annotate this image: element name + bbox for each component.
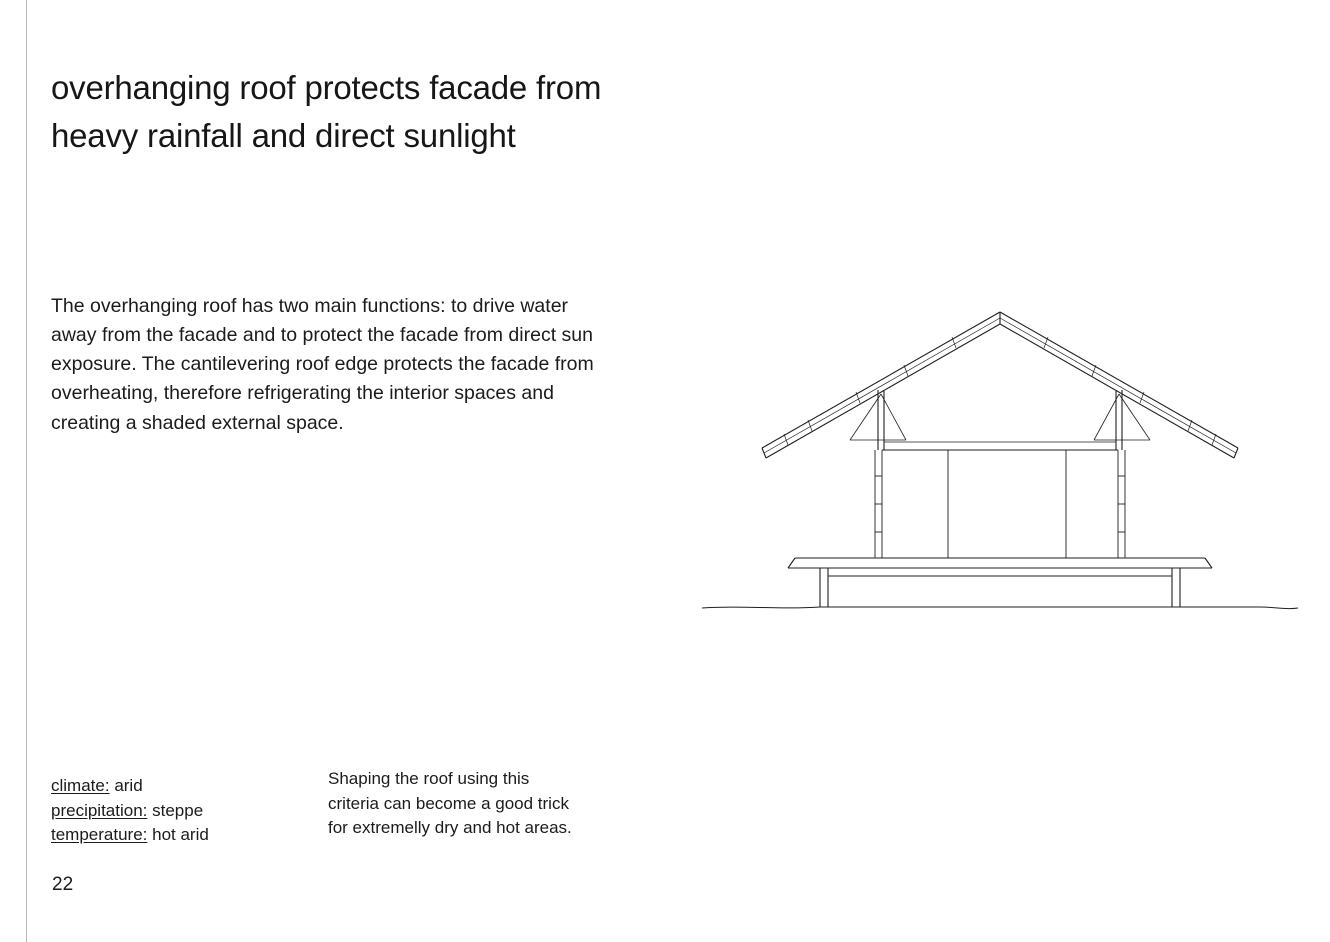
metadata-value-precipitation: steppe — [152, 800, 204, 820]
roof-battens-left — [784, 337, 956, 445]
page-headline: overhanging roof protects facade from heavy rainfall and direct sunlight — [51, 69, 602, 155]
metadata-key-precipitation: precipitation: — [51, 800, 148, 820]
facade-panels-group — [875, 450, 1125, 558]
roof-battens-right — [1044, 337, 1216, 445]
section-drawing-svg — [700, 290, 1300, 635]
roof-group — [762, 312, 1238, 458]
body-paragraph: The overhanging roof has two main functions: to drive water away from the facade and to protect the facade from direct sun exposure. The cantilevering roof edge protects the facade from overheating, therefore refrigerating the interior spaces and creating a shaded external space. — [51, 294, 594, 434]
platform-group — [788, 558, 1212, 607]
metadata-row-precipitation — [51, 799, 301, 824]
metadata-key-temperature: temperature: — [51, 825, 148, 844]
metadata-value-climate: arid — [114, 776, 143, 795]
metadata-row-temperature — [51, 823, 301, 848]
ground-line-icon — [702, 607, 1298, 609]
page-number: 22 — [52, 874, 74, 895]
metadata-value-temperature: hot arid — [152, 825, 209, 844]
metadata-key-climate: climate: — [51, 776, 110, 795]
figure-caption: Shaping the roof using this criteria can become a good trick for extremelly dry and hot areas. — [328, 769, 572, 837]
metadata-row-climate — [51, 774, 301, 799]
building-section-drawing — [700, 290, 1300, 635]
metadata-block — [51, 774, 301, 848]
structure-posts-group — [850, 390, 1150, 450]
page-spine-rule — [26, 0, 27, 942]
